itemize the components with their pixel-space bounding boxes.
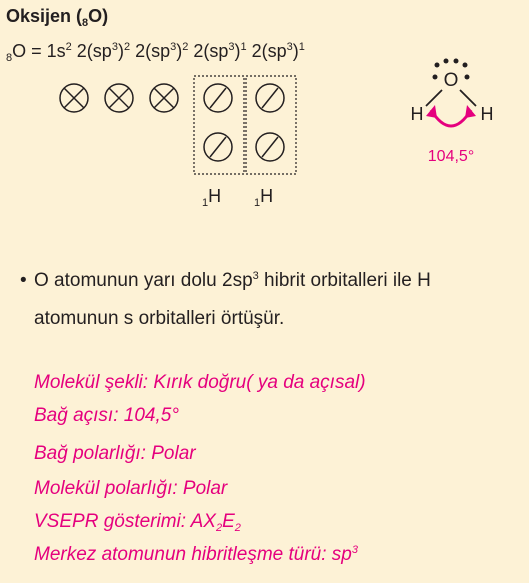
- property-vsepr: VSEPR gösterimi: $AX_2E_2$: [34, 511, 241, 534]
- orbital-h-2: [256, 133, 284, 161]
- angle-arrow-left: [426, 105, 437, 118]
- property-bond-polarity: Bağ polarlığı: Polar: [34, 443, 196, 464]
- hydrogen-label-1: $_1$H: [202, 186, 222, 209]
- orbital-half-2: [256, 84, 284, 112]
- property-hybridization: Merkez atomunun hibritleşme türü: $sp^3$: [34, 544, 358, 565]
- hydrogen-left: H: [410, 104, 424, 124]
- bond-angle-label: 104,5°: [427, 148, 475, 165]
- overlap-box-2: [246, 76, 296, 174]
- oxygen-symbol: O: [443, 70, 459, 91]
- orbital-full-2: [105, 84, 133, 112]
- bullet-line-1: • O atomunun yarı dolu $2sp^3$ hibrit orbitalleri ile H: [20, 270, 431, 291]
- angle-arrow-right: [465, 105, 476, 118]
- water-molecule-diagram: [395, 50, 515, 170]
- property-angle: Bağ açısı: 104,5°: [34, 405, 179, 426]
- hydrogen-right: H: [480, 104, 494, 124]
- orbital-half-1: [204, 84, 232, 112]
- orbital-diagram: [0, 70, 310, 190]
- page-title: Oksijen $(_8O)$: [6, 6, 109, 29]
- orbital-full-1: [60, 84, 88, 112]
- overlap-box-1: [194, 76, 244, 174]
- bullet-line-2: atomunun s orbitalleri örtüşür.: [34, 308, 285, 329]
- orbital-full-3: [150, 84, 178, 112]
- orbital-h-1: [204, 133, 232, 161]
- property-shape: Molekül şekli: Kırık doğru( ya da açısal): [34, 372, 366, 393]
- property-molecule-polarity: Molekül polarlığı: Polar: [34, 478, 228, 499]
- electron-configuration: $_8O = 1s^2$ $2(sp^3)^2$ $2(sp^3)^2$ $2(sp^3)^1$ $2(sp^3)^1$: [6, 41, 305, 64]
- hydrogen-label-2: $_1$H: [254, 186, 274, 209]
